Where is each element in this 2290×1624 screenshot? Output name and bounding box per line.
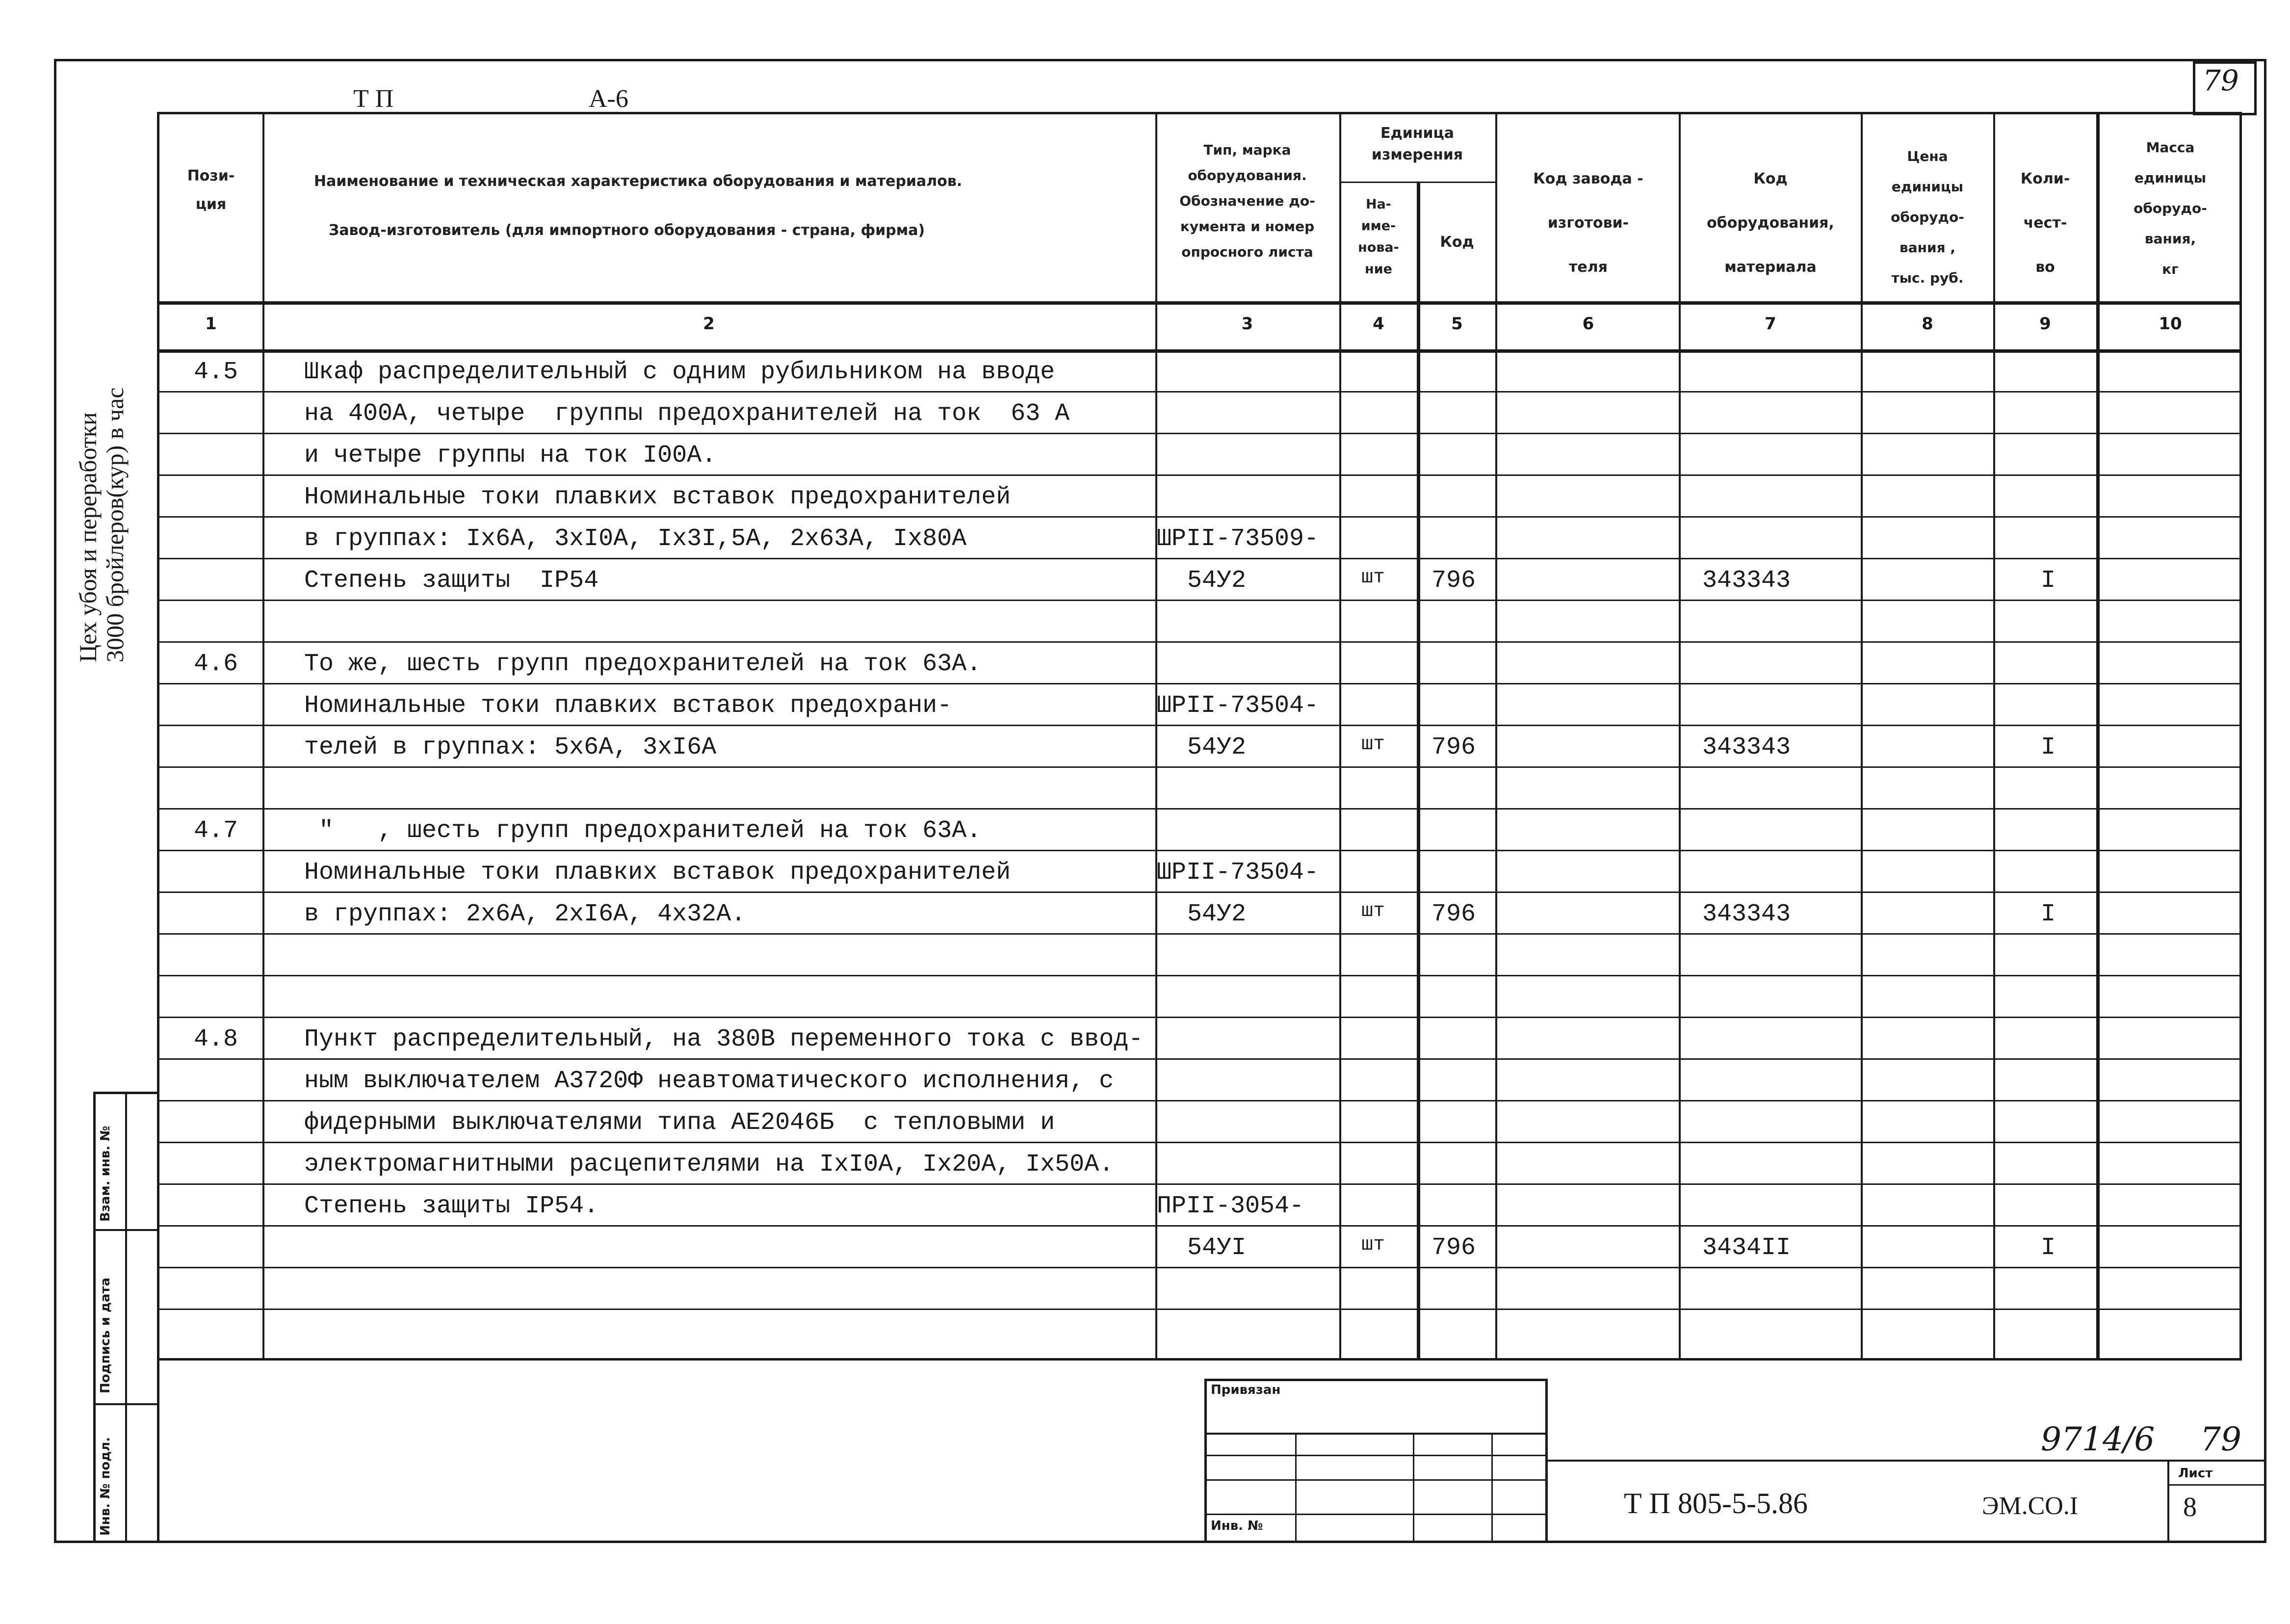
column-number-bottom-line bbox=[157, 349, 2242, 353]
row-unit: шт bbox=[1361, 1234, 1385, 1256]
project-code: Т П 805-5-5.86 bbox=[1624, 1487, 1808, 1519]
side-stamp-label-2: Подпись и дата bbox=[98, 1277, 113, 1393]
mark: ЭМ.СО.I bbox=[1982, 1492, 2079, 1520]
row-line bbox=[157, 891, 2242, 893]
row-type: ПРII-3054- bbox=[1157, 1192, 1304, 1220]
colnum-10: 10 bbox=[2159, 314, 2182, 334]
side-stamp-sep-1 bbox=[93, 1229, 159, 1231]
row-name: Номинальные токи плавких вставок предохранителей bbox=[304, 859, 1011, 887]
col-sep-3 bbox=[1339, 112, 1341, 1361]
title-sheet-divider bbox=[2167, 1460, 2169, 1543]
row-name: в группах: Iх6А, 3хI0А, Iх3I,5А, 2х63А, Iх80А bbox=[304, 525, 967, 553]
row-line bbox=[157, 391, 2242, 393]
row-unit: шт bbox=[1361, 567, 1385, 589]
row-line bbox=[157, 1142, 2242, 1143]
inv-label: Инв. № bbox=[1211, 1519, 1263, 1533]
row-name: Номинальные токи плавких вставок предохранителей bbox=[304, 483, 1011, 511]
bound-col-3 bbox=[1491, 1433, 1493, 1543]
bound-col-1 bbox=[1295, 1433, 1297, 1543]
sheet-handwritten: 79 bbox=[2200, 1420, 2241, 1458]
side-caption-2: 3000 бройлеров(кур) в час bbox=[101, 387, 129, 662]
row-name: Шкаф распределительный с одним рубильником на вводе bbox=[304, 358, 1055, 386]
sheet-label: Лист bbox=[2178, 1466, 2213, 1481]
row-line bbox=[157, 725, 2242, 726]
row-line bbox=[157, 683, 2242, 684]
row-material-code: 343343 bbox=[1702, 567, 1791, 595]
row-line bbox=[157, 516, 2242, 518]
row-name: " , шесть групп предохранителей на ток 63А. bbox=[304, 817, 982, 845]
doc-number-handwritten: 9714/6 bbox=[2041, 1420, 2155, 1458]
row-name: электромагнитными расцепителями на IхI0А, Iх20А, Iх50А. bbox=[304, 1151, 1114, 1179]
header-col8: Цена единицы оборудо- вания , тыс. руб. bbox=[1891, 148, 1964, 286]
colnum-1: 1 bbox=[205, 314, 217, 334]
bound-line-2 bbox=[1204, 1455, 1548, 1456]
row-name: на 400А, четыре группы предохранителей на ток 63 А bbox=[304, 400, 1070, 428]
col-sep-2 bbox=[1155, 112, 1157, 1361]
col-sep-9 bbox=[2096, 112, 2100, 1361]
header-col4: На- име- нова- ние bbox=[1358, 197, 1399, 277]
row-position: 4.6 bbox=[194, 650, 238, 678]
header-col2: Наименование и техническая характеристика оборудования и материалов. Завод-изготовитель (для импортного оборудования - страна, фирма) bbox=[314, 173, 963, 239]
row-line bbox=[157, 933, 2242, 935]
row-line bbox=[157, 558, 2242, 559]
row-material-code: 3434II bbox=[1702, 1234, 1791, 1262]
col-sep-6 bbox=[1679, 112, 1681, 1361]
row-type: 54У2 bbox=[1187, 567, 1247, 595]
bound-col-2 bbox=[1413, 1433, 1414, 1543]
row-line bbox=[157, 1183, 2242, 1185]
row-code: 796 bbox=[1431, 567, 1476, 595]
colnum-9: 9 bbox=[2039, 314, 2051, 334]
row-line bbox=[157, 850, 2242, 851]
colnum-3: 3 bbox=[1241, 314, 1253, 334]
col-sep-5 bbox=[1495, 112, 1497, 1361]
bound-line-3 bbox=[1204, 1479, 1548, 1481]
row-name: ным выключателем А3720Ф неавтоматического исполнения, с bbox=[304, 1067, 1114, 1095]
row-name: Степень защиты IР54. bbox=[304, 1192, 599, 1220]
header-col9: Коли- чест- во bbox=[2020, 170, 2070, 276]
row-quantity: I bbox=[2041, 1234, 2056, 1262]
row-line bbox=[157, 641, 2242, 643]
bound-label: Привязан bbox=[1211, 1383, 1281, 1397]
row-line bbox=[157, 474, 2242, 476]
colnum-4: 4 bbox=[1373, 314, 1384, 334]
row-line bbox=[157, 433, 2242, 434]
header-left: Т П bbox=[353, 85, 394, 113]
row-material-code: 343343 bbox=[1702, 900, 1791, 928]
header-col5: Код bbox=[1440, 234, 1474, 251]
row-name: фидерными выключателями типа АЕ2046Б с тепловыми и bbox=[304, 1109, 1055, 1137]
row-type: 54У2 bbox=[1187, 733, 1247, 761]
row-line bbox=[157, 1100, 2242, 1101]
side-stamp-divider bbox=[125, 1092, 127, 1543]
header-col1: Пози- ция bbox=[187, 167, 235, 213]
row-name: телей в группах: 5х6А, 3хI6А bbox=[304, 733, 717, 761]
col-sep-1 bbox=[262, 112, 264, 1361]
colnum-6: 6 bbox=[1582, 314, 1594, 334]
corner-number: 79 bbox=[2203, 64, 2239, 97]
row-line bbox=[157, 808, 2242, 810]
row-name: и четыре группы на ток I00А. bbox=[304, 442, 717, 470]
header-col6: Код завода - изготови- теля bbox=[1533, 170, 1643, 276]
row-quantity: I bbox=[2041, 567, 2056, 595]
row-type: 54УI bbox=[1187, 1234, 1247, 1262]
row-line bbox=[157, 1309, 2242, 1310]
unit-group-line bbox=[1339, 182, 1495, 183]
header-col10: Масса единицы оборудо- вания, кг bbox=[2134, 139, 2207, 277]
col-sep-7 bbox=[1861, 112, 1863, 1361]
row-type: ШРII-73509- bbox=[1157, 525, 1319, 553]
colnum-7: 7 bbox=[1765, 314, 1776, 334]
row-line bbox=[157, 1225, 2242, 1227]
row-type: ШРII-73504- bbox=[1157, 692, 1319, 720]
row-line bbox=[157, 766, 2242, 768]
colnum-2: 2 bbox=[703, 314, 715, 334]
header-bottom-line bbox=[157, 301, 2242, 305]
row-type: ШРII-73504- bbox=[1157, 859, 1319, 887]
row-name: То же, шесть групп предохранителей на ток 63А. bbox=[304, 650, 982, 678]
row-unit: шт bbox=[1361, 900, 1385, 922]
bound-line-1 bbox=[1204, 1433, 1548, 1435]
row-position: 4.7 bbox=[194, 817, 238, 845]
side-stamp-sep-2 bbox=[93, 1403, 159, 1405]
row-line bbox=[157, 1017, 2242, 1018]
side-stamp-label-3: Инв. № подл. bbox=[98, 1437, 113, 1536]
row-code: 796 bbox=[1431, 1234, 1476, 1262]
bound-line-4 bbox=[1204, 1514, 1548, 1515]
header-col3: Тип, марка оборудования. Обозначение до- кумента и номер опросного листа bbox=[1179, 142, 1315, 260]
row-name: Номинальные токи плавких вставок предохрани- bbox=[304, 692, 952, 720]
header-col7: Код оборудования, материала bbox=[1707, 170, 1834, 276]
title-top-line bbox=[1548, 1460, 2266, 1462]
row-material-code: 343343 bbox=[1702, 733, 1791, 761]
row-quantity: I bbox=[2041, 733, 2056, 761]
sheet-number: 8 bbox=[2183, 1492, 2197, 1522]
side-stamp-label-1: Взам. инв. № bbox=[98, 1126, 113, 1222]
row-type: 54У2 bbox=[1187, 900, 1247, 928]
side-caption-1: Цех убоя и переработки bbox=[74, 412, 102, 662]
row-code: 796 bbox=[1431, 900, 1476, 928]
row-position: 4.8 bbox=[194, 1025, 238, 1053]
row-position: 4.5 bbox=[194, 358, 238, 386]
title-sheet-line bbox=[2167, 1484, 2266, 1486]
row-name: Степень защиты IР54 bbox=[304, 567, 599, 595]
row-name: в группах: 2х6А, 2хI6А, 4х32А. bbox=[304, 900, 746, 928]
row-line bbox=[157, 600, 2242, 601]
colnum-8: 8 bbox=[1922, 314, 1933, 334]
row-line bbox=[157, 975, 2242, 976]
col-sep-8 bbox=[1993, 112, 1995, 1361]
row-line bbox=[157, 1267, 2242, 1268]
colnum-5: 5 bbox=[1451, 314, 1463, 334]
row-name: Пункт распределительный, на 380В переменного тока с ввод- bbox=[304, 1025, 1144, 1053]
row-line bbox=[157, 1058, 2242, 1060]
header-unit-group: Единица измерения bbox=[1371, 125, 1463, 163]
row-quantity: I bbox=[2041, 900, 2056, 928]
row-unit: шт bbox=[1361, 733, 1385, 756]
header-mid: А-6 bbox=[589, 85, 628, 113]
row-code: 796 bbox=[1431, 733, 1476, 761]
